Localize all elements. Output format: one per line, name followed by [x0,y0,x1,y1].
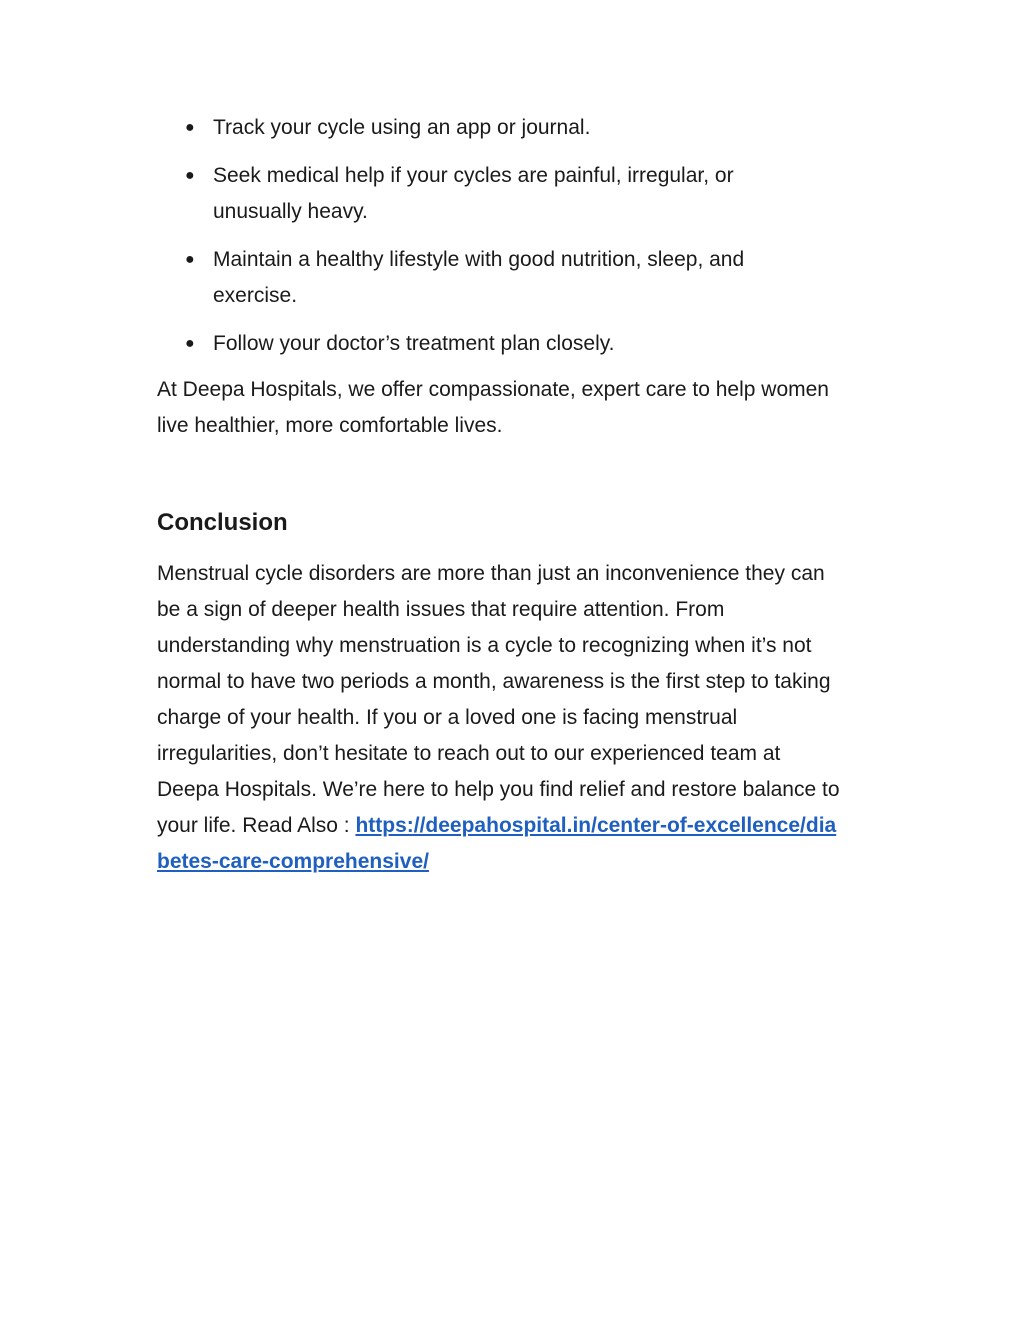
list-item [157,110,813,146]
intro-paragraph: At Deepa Hospitals, we offer compassionate, expert care to help women live healthier, more comfortable lives. [157,378,829,437]
conclusion-paragraph [157,556,847,880]
list-item-text: Follow your doctor’s treatment plan closely. [213,332,615,355]
list-item-text: Track your cycle using an app or journal. [213,116,591,139]
read-also-link[interactable]: https://deepahospital.in/center-of-excellence/diabetes-care-comprehensive/ [157,814,837,873]
bullet-icon: ● [185,335,195,352]
section-heading: Conclusion [157,509,288,536]
list-item [157,158,813,230]
bullet-icon: ● [185,251,195,268]
list-item [157,242,813,314]
bullet-icon: ● [185,167,195,184]
list-item-text: Maintain a healthy lifestyle with good nutrition, sleep, and exercise. [213,248,745,307]
list-item [157,326,813,362]
conclusion-text: Menstrual cycle disorders are more than just an inconvenience they can be a sign of deeper health issues that require attention. From understanding why menstruation is a cycle to recognizing when it’s not normal to have two periods a month, awareness is the first step to taking charge of your health. If you or a loved one is facing menstrual irregularities, don’t hesitate to reach out to our experienced team at Deepa Hospitals. We’re here to help you find relief and restore balance to your life. Read Also : [157,562,840,837]
document-page [157,110,857,880]
bullet-icon: ● [185,119,195,136]
list-item-text: Seek medical help if your cycles are painful, irregular, or unusually heavy. [213,164,734,223]
tips-list [157,110,857,362]
